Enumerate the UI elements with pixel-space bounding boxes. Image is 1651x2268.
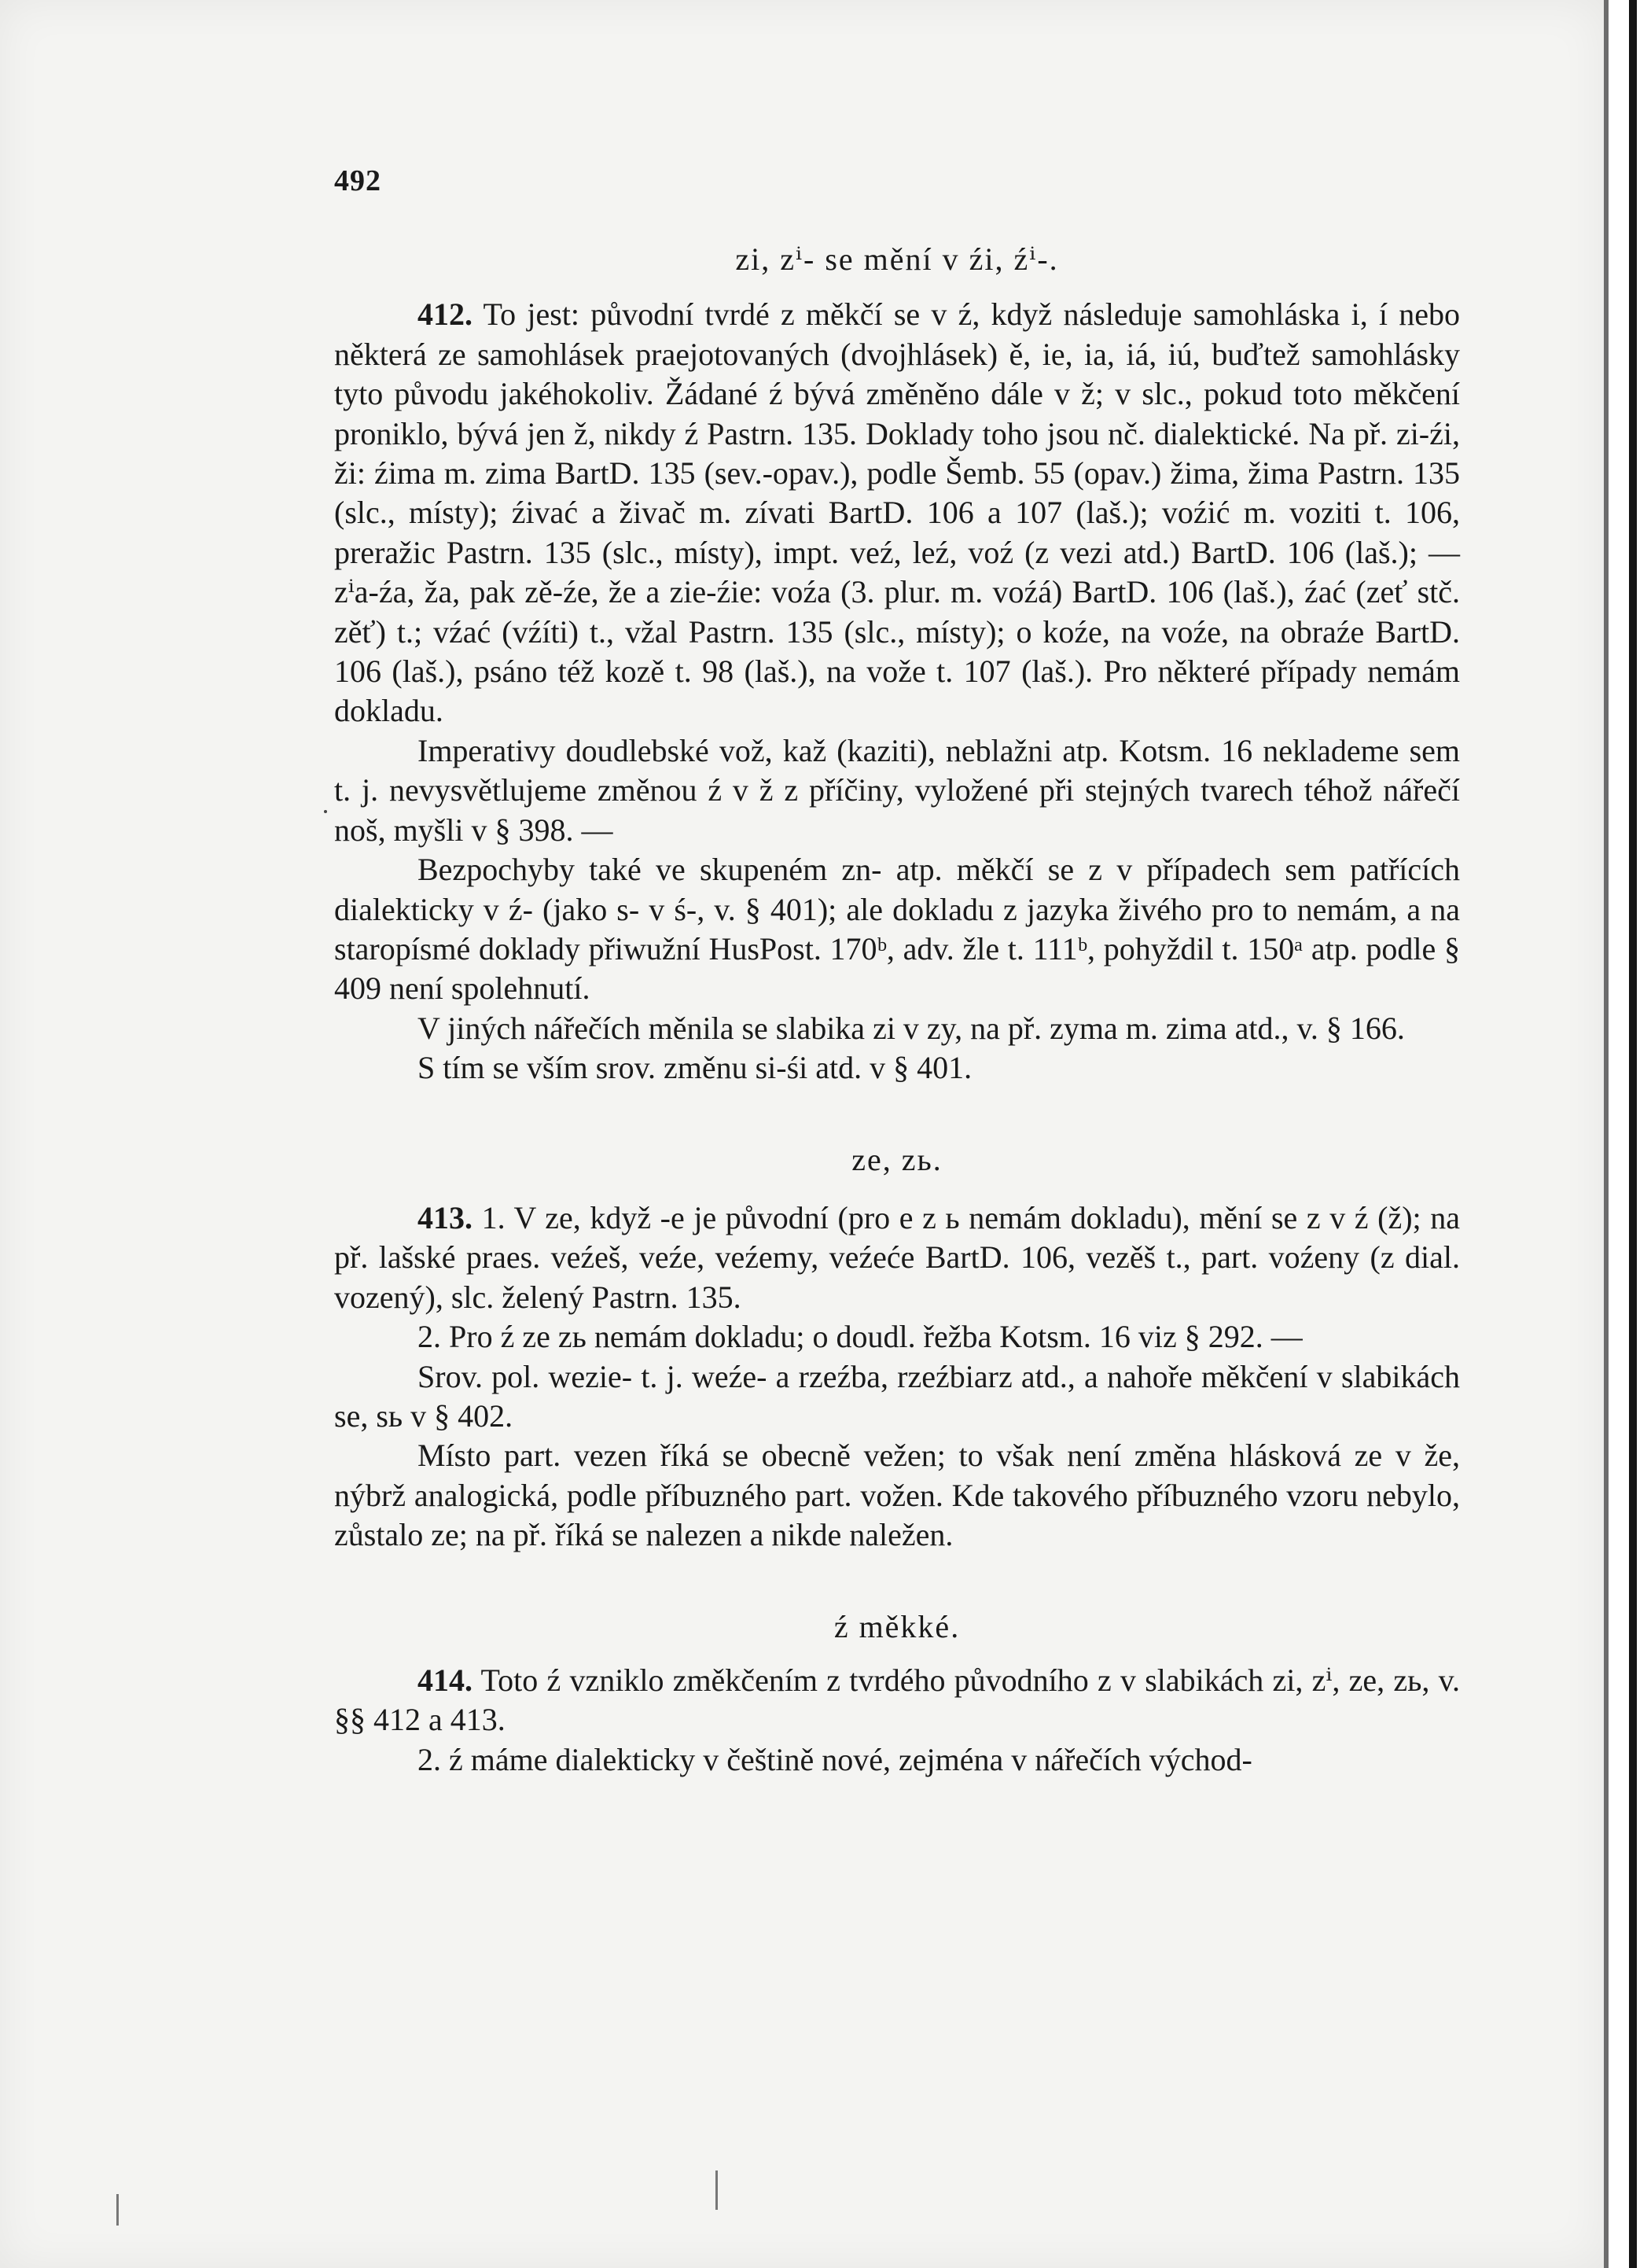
paragraph-414-1-text: Toto ź vzniklo změkčením z tvrdého původního z v slabikách zi, zⁱ, ze, zь, v. §§ 412 a 413. <box>334 1662 1461 1738</box>
paragraph-413-1-text: 1. V ze, když -e je původní (pro e z ь nemám dokladu), mění se z v ź (ž); na př. lašské praes. veźeš, veźe, veźemy, veźeće BartD. 106, vezěš t., part. voźeny (z dial. vozený), slc. želený Pastrn. 135. <box>334 1199 1461 1315</box>
section-number-414: 414. <box>417 1662 473 1698</box>
page-content <box>334 161 1460 1780</box>
scan-mark <box>116 2194 119 2226</box>
paragraph-413-1 <box>334 1198 1460 1317</box>
paragraph-imperativy: Imperativy doudlebské vož, kaž (kaziti), neblažni atp. Kotsm. 16 neklademe sem t. j. nevysvětlujeme změnou ź v ž z příčiny, vyložené při stejných tvarech téhož nářečí noš, myšli v § 398. — <box>334 732 1460 848</box>
paragraph-bezpochyby: Bezpochyby také ve skupeném zn- atp. měkčí se z v případech sem patřících dialekticky v ź- (jako s- v ś-, v. § 401); ale dokladu z jazyka živého pro to nemám, a na staropísmé doklady přiwužní HusPost. 170ᵇ, adv. žle t. 111ᵇ, pohyždil t. 150ᵃ atp. podle § 409 není spolehnutí. <box>334 852 1460 1007</box>
section-heading-zi: zi, zⁱ- se mění v źi, źⁱ-. <box>735 241 1059 277</box>
page-number: 492 <box>334 164 381 197</box>
scan-mark <box>715 2170 718 2210</box>
section-heading-z-soft: ź měkké. <box>833 1608 961 1644</box>
binding-edge <box>1629 0 1637 2268</box>
section-heading-ze: ze, zь. <box>851 1141 943 1177</box>
section-number-412: 412. <box>417 296 473 333</box>
paragraph-412-text: To jest: původní tvrdé z měkčí se v ź, když následuje samohláska i, í nebo některá ze samohlásek praejotovaných (dvojhlásek) ě, ie, ia, iá, iú, buďtež samohlásky tyto původu jakéhokoliv. Žádané ź bývá změněno dále v ž; v slc., pokud toto měkčení proniklo, bývá jen ž, nikdy ź Pastrn. 135. Doklady toho jsou nč. dialektické. Na př. zi-źi, ži: źima m. zima BartD. 135 (sev.-opav.), podle Šemb. 55 (opav.) žima, žima Pastrn. 135 (slc., místy); źivać a živač m. zívati BartD. 106 a 107 (laš.); voźić m. voziti t. 106, preražic Pastrn. 135 (slc., místy), impt. veź, leź, voź (z vezi atd.) BartD. 106 (laš.); — zⁱa-źa, ža, pak zě-źe, že a zie-źie: voźa (3. plur. m. voźá) BartD. 106 (laš.), źać (zeť stč. zěť) t.; vźać (vźíti) t., vžal Pastrn. 135 (slc., místy); o koźe, na voźe, na obraźe BartD. 106 (laš.), psáno též kozě t. 98 (laš.), na vože t. 107 (laš.). Pro některé případy nemám dokladu. <box>334 296 1461 729</box>
ink-dot <box>324 810 327 813</box>
paragraph-413-2: 2. Pro ź ze zь nemám dokladu; o doudl. řežba Kotsm. 16 viz § 292. — <box>417 1319 1303 1355</box>
paragraph-413-4: Místo part. vezen říká se obecně vežen; to však není změna hlásková ze v že, nýbrž analogická, podle příbuzného part. vožen. Kde takového příbuzného vzoru nebylo, zůstalo ze; na př. říká se nalezen a nikde naležen. <box>334 1438 1460 1553</box>
section-number-413: 413. <box>417 1199 473 1235</box>
paragraph-413-3: Srov. pol. wezie- t. j. weźe- a rzeźba, rzeźbiarz atd., a nahoře měkčení v slabikách se, sь v § 402. <box>334 1358 1460 1434</box>
paragraph-412 <box>334 295 1460 731</box>
paragraph-srov: S tím se vším srov. změnu si-śi atd. v § 401. <box>417 1050 973 1086</box>
paragraph-414-1 <box>334 1661 1460 1740</box>
paragraph-jinych: V jiných nářečích měnila se slabika zi v zy, na př. zyma m. zima atd., v. § 166. <box>417 1010 1405 1046</box>
paragraph-414-2: 2. ź máme dialekticky v češtině nové, zejména v nářečích východ- <box>417 1741 1252 1777</box>
